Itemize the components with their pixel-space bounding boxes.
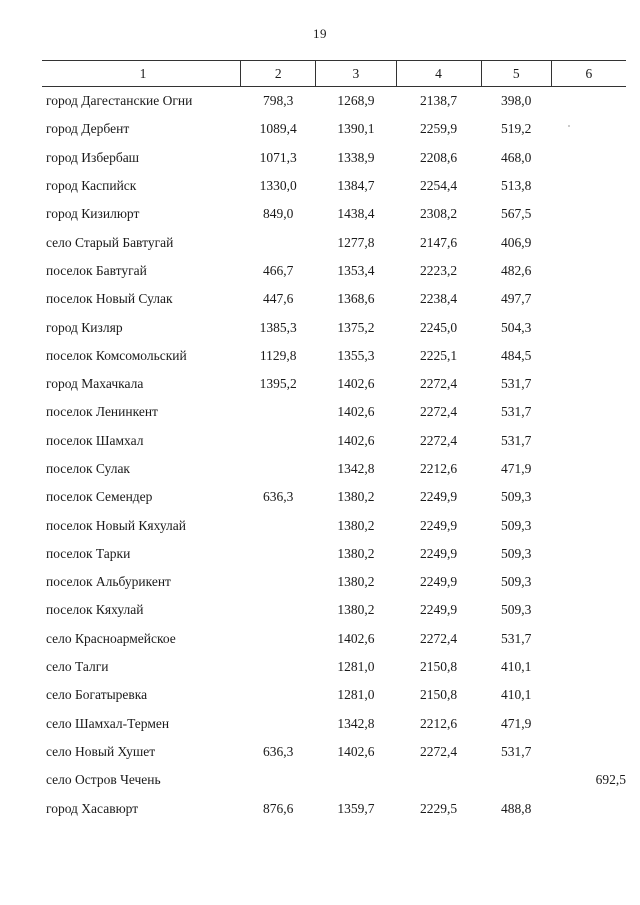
value-col-2: 447,6: [263, 291, 294, 307]
value-col-4: 2308,2: [419, 206, 458, 222]
table-row: [42, 625, 626, 653]
value-col-3: 1402,6: [337, 630, 375, 646]
value-col-6: [551, 370, 626, 398]
value-col-4: 2272,4: [419, 404, 458, 420]
locality-name: поселок Комсомольский: [46, 347, 187, 363]
value-col-6: [551, 596, 626, 624]
value-col-5: 471,9: [501, 715, 532, 731]
value-col-5: 531,7: [501, 432, 532, 448]
value-col-3: 1380,2: [337, 545, 375, 561]
value-col-4: 2249,9: [419, 489, 458, 505]
value-col-6: [551, 710, 626, 738]
table-row: [42, 766, 626, 794]
value-col-4: 2229,5: [419, 800, 458, 816]
value-col-2: 1385,3: [259, 319, 297, 335]
value-col-3: 1375,2: [337, 319, 375, 335]
value-col-2: [241, 710, 316, 738]
locality-name: поселок Тарки: [46, 545, 131, 561]
value-col-3: 1402,6: [337, 743, 375, 759]
value-col-6: 692,5: [595, 772, 626, 788]
value-col-4: 2150,8: [419, 659, 458, 675]
value-col-4: 2212,6: [419, 461, 458, 476]
value-col-2: [241, 228, 316, 256]
value-col-5: 406,9: [501, 234, 532, 250]
value-col-6: [551, 681, 626, 709]
value-col-5: 484,5: [501, 347, 532, 363]
locality-name: село Остров Чечень: [46, 772, 161, 788]
table-row: [42, 455, 626, 483]
table-row: [42, 370, 626, 398]
value-col-5: 410,1: [501, 659, 532, 675]
value-col-3: 1281,0: [337, 659, 375, 675]
value-col-3: 1380,2: [337, 517, 375, 533]
value-col-5: 504,3: [501, 319, 532, 335]
value-col-6: [551, 87, 626, 116]
locality-name: город Кизляр: [46, 319, 123, 335]
value-col-5: 509,3: [501, 545, 532, 561]
tariff-table: [42, 60, 626, 823]
value-col-4: 2238,4: [419, 291, 458, 307]
locality-name: поселок Семендер: [46, 489, 153, 505]
value-col-6: [551, 285, 626, 313]
value-col-5: 482,6: [501, 262, 532, 278]
value-col-4: 2272,4: [419, 432, 458, 448]
locality-name: город Кизилюрт: [46, 206, 140, 222]
value-col-6: [551, 568, 626, 596]
value-col-3: 1390,1: [337, 121, 375, 137]
table-row: [42, 568, 626, 596]
value-col-5: 509,3: [501, 574, 532, 590]
value-col-5: 398,0: [501, 93, 532, 109]
table-header-row: [42, 61, 626, 87]
value-col-3: 1380,2: [337, 602, 375, 618]
value-col-5: 410,1: [501, 687, 532, 703]
value-col-6: [551, 144, 626, 172]
value-col-6: [551, 540, 626, 568]
locality-name: город Хасавюрт: [46, 800, 139, 816]
value-col-3: 1268,9: [337, 93, 375, 109]
value-col-3: [316, 766, 396, 794]
locality-name: город Каспийск: [46, 178, 137, 194]
value-col-2: 798,3: [263, 93, 294, 109]
locality-name: город Дербент: [46, 121, 130, 137]
locality-name: село Новый Хушет: [46, 743, 156, 759]
value-col-6: [551, 257, 626, 285]
table-row: [42, 200, 626, 228]
value-col-6: [551, 653, 626, 681]
table-row: [42, 511, 626, 539]
table-row: [42, 738, 626, 766]
value-col-5: 488,8: [501, 800, 532, 816]
value-col-3: 1277,8: [337, 234, 375, 250]
value-col-2: [241, 653, 316, 681]
value-col-3: 1402,6: [337, 404, 375, 420]
value-col-2: [241, 625, 316, 653]
table-body: [42, 87, 626, 823]
locality-name: город Дагестанские Огни: [46, 93, 193, 109]
value-col-4: 2212,6: [419, 715, 458, 731]
locality-name: поселок Новый Сулак: [46, 291, 173, 307]
value-col-2: 466,7: [263, 262, 294, 278]
value-col-5: 531,7: [501, 743, 532, 759]
value-col-4: 2249,9: [419, 602, 458, 618]
value-col-5: 531,7: [501, 376, 532, 392]
value-col-4: 2272,4: [419, 630, 458, 646]
value-col-2: 1089,4: [259, 121, 297, 137]
value-col-6: [551, 625, 626, 653]
table-row: [42, 172, 626, 200]
value-col-3: 1342,8: [337, 715, 375, 731]
value-col-2: 636,3: [263, 743, 294, 759]
locality-name: село Богатыревка: [46, 687, 148, 703]
value-col-6: [551, 455, 626, 483]
value-col-6: [551, 172, 626, 200]
value-col-4: 2259,9: [419, 121, 458, 137]
table-row: [42, 285, 626, 313]
value-col-6: [551, 511, 626, 539]
table-row: [42, 653, 626, 681]
locality-name: поселок Сулак: [46, 461, 130, 476]
value-col-4: 2245,0: [419, 319, 458, 335]
value-col-3: 1438,4: [337, 206, 375, 222]
value-col-4: 2249,9: [419, 574, 458, 590]
value-col-3: 1402,6: [337, 376, 375, 392]
value-col-5: 509,3: [501, 602, 532, 618]
table-row: [42, 115, 626, 143]
value-col-6: [551, 427, 626, 455]
value-col-4: 2272,4: [419, 376, 458, 392]
value-col-5: 531,7: [501, 404, 532, 420]
value-col-3: 1380,2: [337, 574, 375, 590]
value-col-4: 2225,1: [419, 347, 458, 363]
value-col-5: 509,3: [501, 489, 532, 505]
value-col-4: 2147,6: [419, 234, 458, 250]
table-row: [42, 427, 626, 455]
locality-name: поселок Бавтугай: [46, 262, 147, 278]
value-col-2: 1071,3: [259, 149, 297, 165]
page-number: 19: [313, 26, 327, 41]
column-header-4: 4: [396, 61, 481, 87]
value-col-2: [241, 766, 316, 794]
value-col-2: [241, 596, 316, 624]
locality-name: город Избербаш: [46, 149, 140, 165]
value-col-4: 2138,7: [419, 93, 458, 109]
table-row: [42, 144, 626, 172]
table-row: [42, 342, 626, 370]
value-col-4: 2249,9: [419, 517, 458, 533]
value-col-4: 2208,6: [419, 149, 458, 165]
value-col-4: [396, 766, 481, 794]
column-header-5: 5: [481, 61, 551, 87]
value-col-6: [551, 313, 626, 341]
value-col-5: 471,9: [501, 461, 532, 476]
value-col-4: 2150,8: [419, 687, 458, 703]
table-row: [42, 540, 626, 568]
value-col-3: 1353,4: [337, 262, 375, 278]
locality-name: город Махачкала: [46, 376, 144, 392]
column-header-2: 2: [241, 61, 316, 87]
locality-name: поселок Альбурикент: [46, 574, 171, 590]
table-row: [42, 596, 626, 624]
value-col-2: [241, 568, 316, 596]
table-row: [42, 681, 626, 709]
table-row: [42, 313, 626, 341]
value-col-5: 513,8: [501, 178, 532, 194]
value-col-3: 1355,3: [337, 347, 375, 363]
value-col-6: [551, 200, 626, 228]
value-col-3: 1368,6: [337, 291, 375, 307]
value-col-2: 636,3: [263, 489, 294, 505]
column-header-6: 6: [551, 61, 626, 87]
locality-name: село Шамхал-Термен: [46, 715, 170, 731]
locality-name: поселок Новый Кяхулай: [46, 517, 186, 533]
value-col-5: 468,0: [501, 149, 532, 165]
locality-name: село Красноармейское: [46, 630, 176, 646]
value-col-6: [551, 794, 626, 822]
value-col-4: 2254,4: [419, 178, 458, 194]
value-col-2: [241, 455, 316, 483]
locality-name: село Старый Бавтугай: [46, 234, 174, 250]
value-col-2: [241, 511, 316, 539]
table-row: [42, 228, 626, 256]
value-col-4: 2223,2: [419, 262, 458, 278]
value-col-5: 531,7: [501, 630, 532, 646]
locality-name: поселок Шамхал: [46, 432, 144, 448]
value-col-5: 509,3: [501, 517, 532, 533]
value-col-4: 2272,4: [419, 743, 458, 759]
value-col-2: [241, 540, 316, 568]
table-row: [42, 794, 626, 822]
column-header-1: 1: [42, 61, 241, 87]
value-col-6: [551, 738, 626, 766]
locality-name: поселок Кяхулай: [46, 602, 144, 618]
column-header-3: 3: [316, 61, 396, 87]
value-col-5: [481, 766, 551, 794]
value-col-3: 1359,7: [337, 800, 375, 816]
value-col-3: 1402,6: [337, 432, 375, 448]
value-col-6: [551, 342, 626, 370]
value-col-5: 567,5: [501, 206, 532, 222]
value-col-2: 1330,0: [259, 178, 297, 194]
value-col-5: 497,7: [501, 291, 532, 307]
table-row: [42, 87, 626, 116]
table-row: [42, 710, 626, 738]
value-col-3: 1342,8: [337, 461, 375, 476]
value-col-4: 2249,9: [419, 545, 458, 561]
value-col-3: 1384,7: [337, 178, 375, 194]
value-col-2: 876,6: [263, 800, 294, 816]
value-col-2: 1395,2: [259, 376, 297, 392]
value-col-3: 1338,9: [337, 149, 375, 165]
value-col-2: 1129,8: [259, 347, 297, 363]
value-col-6: [551, 228, 626, 256]
value-col-6: [551, 398, 626, 426]
value-col-2: [241, 398, 316, 426]
table-row: [42, 483, 626, 511]
value-col-6: [551, 115, 626, 143]
value-col-3: 1281,0: [337, 687, 375, 703]
value-col-5: 519,2: [501, 121, 532, 137]
value-col-2: 849,0: [263, 206, 294, 222]
value-col-2: [241, 681, 316, 709]
table-row: [42, 398, 626, 426]
value-col-6: [551, 483, 626, 511]
locality-name: село Талги: [46, 659, 109, 675]
value-col-3: 1380,2: [337, 489, 375, 505]
locality-name: поселок Ленинкент: [46, 404, 158, 420]
table-row: [42, 257, 626, 285]
value-col-2: [241, 427, 316, 455]
